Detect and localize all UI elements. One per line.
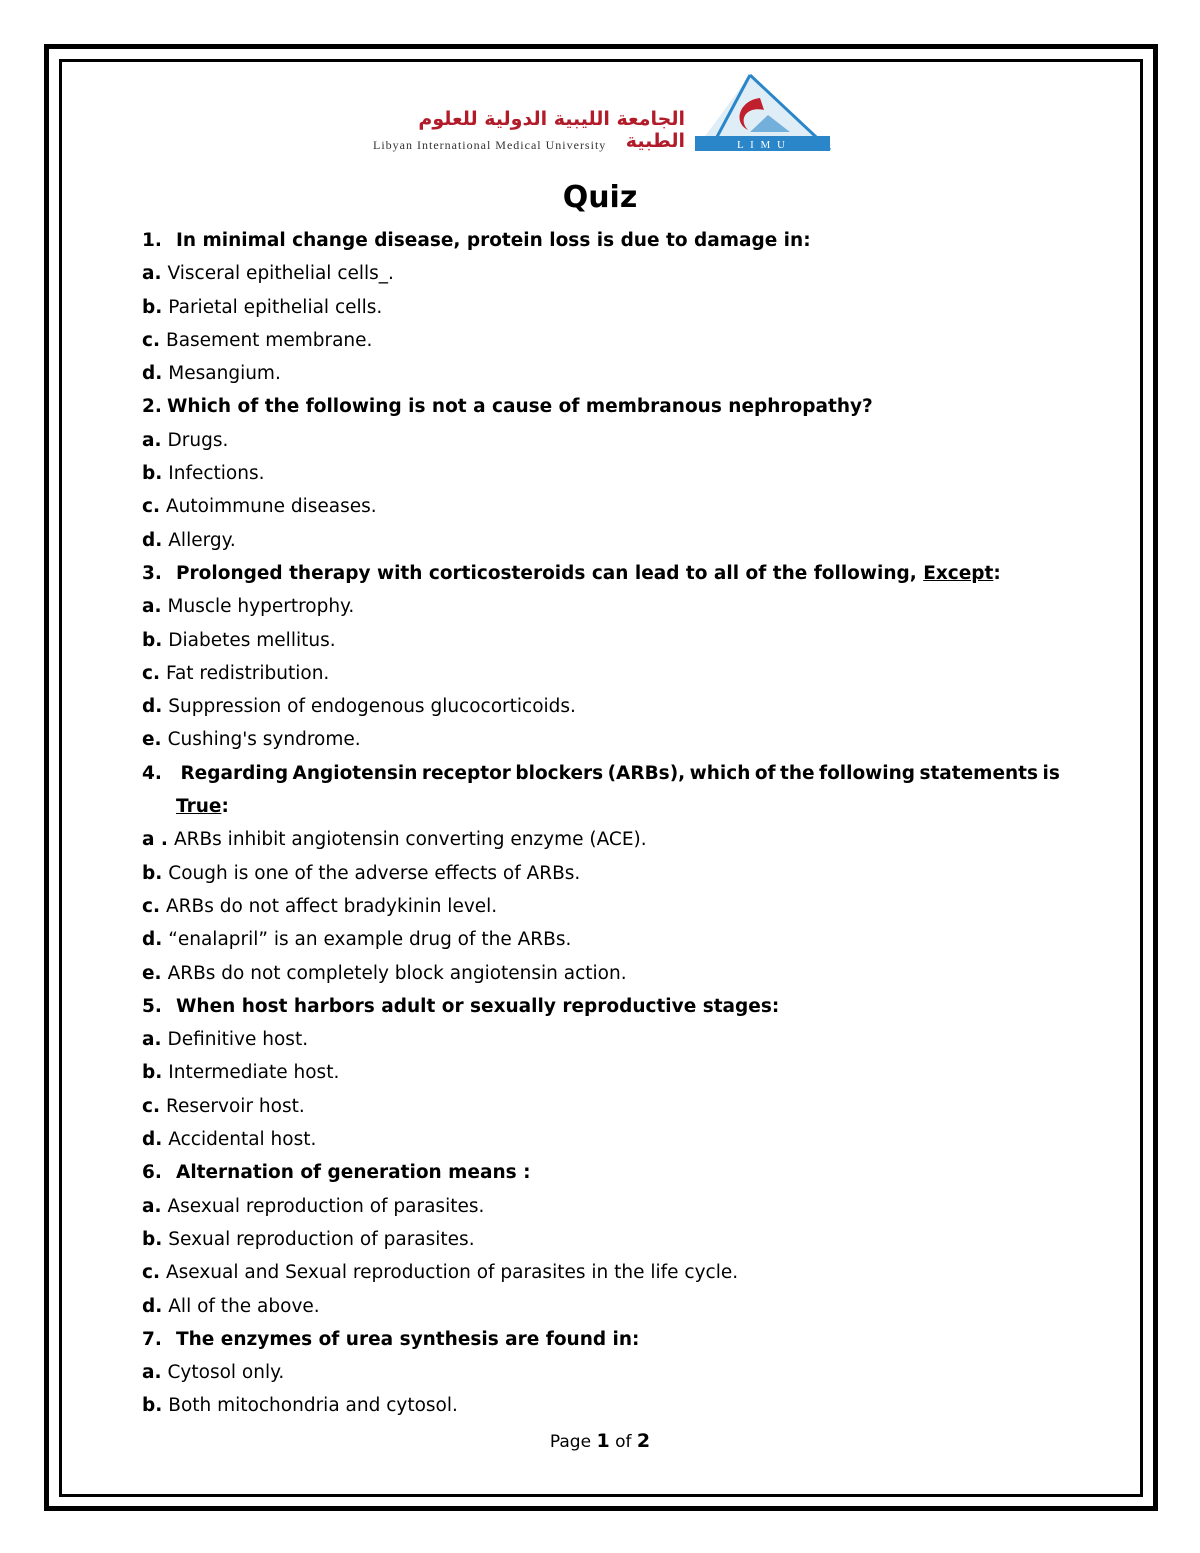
question-7 <box>142 1323 1060 1356</box>
question-2 <box>142 390 1060 423</box>
option-text: Accidental host. <box>168 1129 317 1151</box>
option-3-c <box>142 657 1060 690</box>
option-label: a. <box>142 263 162 285</box>
page-title: Quiz <box>562 180 638 215</box>
option-label: a. <box>142 1195 162 1217</box>
option-label: b. <box>142 629 163 651</box>
option-text: ARBs do not affect bradykinin level. <box>166 895 498 917</box>
option-text: Intermediate host. <box>168 1062 340 1084</box>
option-label: d. <box>142 363 163 385</box>
option-label: c. <box>142 895 160 917</box>
question-text: Which of the following is not a cause of membranous nephropathy? <box>167 396 873 418</box>
option-label: e. <box>142 729 162 751</box>
option-2-a <box>142 424 1060 457</box>
option-text: Sexual reproduction of parasites. <box>168 1228 475 1250</box>
option-text: Mesangium. <box>168 363 281 385</box>
option-text: Allergy. <box>168 529 236 551</box>
option-4-c <box>142 890 1060 923</box>
option-text: Cushing's syndrome. <box>167 729 361 751</box>
option-label: b. <box>142 1395 163 1417</box>
question-number: 4. <box>142 762 162 784</box>
of-word: of <box>615 1432 632 1452</box>
option-4-e <box>142 957 1060 990</box>
question-trail: : <box>221 796 229 818</box>
question-emphasis: True <box>176 796 222 818</box>
question-1 <box>142 224 1060 257</box>
option-label: c. <box>142 329 160 351</box>
option-3-e <box>142 723 1060 756</box>
question-word: following <box>819 762 916 784</box>
option-label: d. <box>142 529 163 551</box>
option-label: c. <box>142 662 160 684</box>
option-text: “enalapril” is an example drug of the ARBs. <box>168 929 572 951</box>
option-label: a. <box>142 1029 162 1051</box>
option-1-a <box>142 257 1060 290</box>
logo-text: L I M U <box>737 139 787 151</box>
option-1-c <box>142 324 1060 357</box>
question-number: 7. <box>142 1328 162 1350</box>
option-label: b. <box>142 296 163 318</box>
question-word: blockers <box>515 762 604 784</box>
option-6-d <box>142 1290 1060 1323</box>
option-3-b <box>142 624 1060 657</box>
question-word: receptor <box>421 762 511 784</box>
option-label: d. <box>142 696 163 718</box>
option-4-b <box>142 857 1060 890</box>
option-3-a <box>142 590 1060 623</box>
question-emphasis: Except <box>923 562 994 584</box>
option-text: Infections. <box>168 463 265 485</box>
option-text: Parietal epithelial cells. <box>168 296 383 318</box>
option-text: Asexual reproduction of parasites. <box>167 1195 485 1217</box>
option-text: Visceral epithelial cells_. <box>167 263 394 285</box>
option-2-b <box>142 457 1060 490</box>
question-text: Prolonged therapy with corticosteroids can lead to all of the following, <box>176 562 917 584</box>
option-text: Drugs. <box>167 429 229 451</box>
option-4-d <box>142 923 1060 956</box>
option-label: e. <box>142 962 162 984</box>
question-word: is <box>1042 762 1060 784</box>
question-text: The enzymes of urea synthesis are found in: <box>176 1328 640 1350</box>
page-total: 2 <box>636 1430 651 1452</box>
option-text: Diabetes mellitus. <box>168 629 336 651</box>
option-text: Basement membrane. <box>166 329 373 351</box>
option-text: Fat redistribution. <box>166 662 330 684</box>
option-text: Suppression of endogenous glucocorticoids. <box>168 696 576 718</box>
page-word: Page <box>549 1432 592 1452</box>
option-2-c <box>142 490 1060 523</box>
option-6-c <box>142 1256 1060 1289</box>
option-text: Cytosol only. <box>167 1362 285 1384</box>
option-label: b. <box>142 1062 163 1084</box>
option-6-b <box>142 1223 1060 1256</box>
question-word: the <box>780 762 815 784</box>
option-text: ARBs inhibit angiotensin converting enzyme (ACE). <box>173 829 647 851</box>
option-text: Both mitochondria and cytosol. <box>168 1395 458 1417</box>
option-4-a <box>142 823 1060 856</box>
university-logo-icon <box>690 70 835 155</box>
option-label: a. <box>142 429 162 451</box>
option-6-a <box>142 1190 1060 1223</box>
option-label: d. <box>142 929 163 951</box>
option-label: d. <box>142 1129 163 1151</box>
page-footer <box>0 1430 1200 1452</box>
question-text: Alternation of generation means : <box>176 1162 531 1184</box>
option-text: Reservoir host. <box>166 1095 305 1117</box>
option-2-d <box>142 524 1060 557</box>
option-label: b. <box>142 463 163 485</box>
option-5-a <box>142 1023 1060 1056</box>
question-4-line-2 <box>142 790 1060 823</box>
option-text: ARBs do not completely block angiotensin action. <box>167 962 627 984</box>
question-trail: : <box>993 562 1001 584</box>
option-label: b. <box>142 1228 163 1250</box>
question-number: 2. <box>142 396 162 418</box>
question-5 <box>142 990 1060 1023</box>
question-number: 6. <box>142 1162 162 1184</box>
question-word: Angiotensin <box>292 762 418 784</box>
option-label: c. <box>142 1095 160 1117</box>
option-text: All of the above. <box>168 1295 320 1317</box>
question-word: which <box>689 762 751 784</box>
option-label: a. <box>142 596 162 618</box>
question-word: Regarding <box>180 762 289 784</box>
university-name-arabic: الجامعة الليبية الدولية للعلوم الطبية <box>418 108 685 152</box>
question-6 <box>142 1156 1060 1189</box>
option-1-d <box>142 357 1060 390</box>
option-text: Definitive host. <box>167 1029 309 1051</box>
option-text: Autoimmune diseases. <box>166 496 377 518</box>
option-text: Muscle hypertrophy. <box>167 596 355 618</box>
question-text: In minimal change disease, protein loss is due to damage in: <box>176 230 811 251</box>
option-label: a . <box>142 829 168 851</box>
option-1-b <box>142 291 1060 324</box>
question-3 <box>142 557 1060 590</box>
option-text: Cough is one of the adverse effects of ARBs. <box>168 862 581 884</box>
university-header <box>365 70 835 155</box>
option-label: c. <box>142 496 160 518</box>
quiz-content <box>142 224 1060 1423</box>
question-number: 1. <box>142 230 162 251</box>
question-number: 3. <box>142 562 162 584</box>
option-3-d <box>142 690 1060 723</box>
question-word: of <box>754 762 776 784</box>
question-word: statements <box>919 762 1039 784</box>
option-7-a <box>142 1356 1060 1389</box>
option-5-d <box>142 1123 1060 1156</box>
option-label: b. <box>142 862 163 884</box>
question-4-line-1 <box>142 757 1060 790</box>
page-number: 1 <box>596 1430 610 1452</box>
option-label: a. <box>142 1362 162 1384</box>
option-5-c <box>142 1090 1060 1123</box>
question-word: (ARBs), <box>607 762 686 784</box>
question-text: When host harbors adult or sexually reproductive stages: <box>176 995 780 1017</box>
option-7-b <box>142 1389 1060 1422</box>
university-name-english: Libyan International Medical University <box>373 138 607 152</box>
option-text: Asexual and Sexual reproduction of parasites in the life cycle. <box>166 1262 739 1284</box>
question-number: 5. <box>142 995 162 1017</box>
option-label: d. <box>142 1295 163 1317</box>
option-label: c. <box>142 1262 160 1284</box>
option-5-b <box>142 1056 1060 1089</box>
